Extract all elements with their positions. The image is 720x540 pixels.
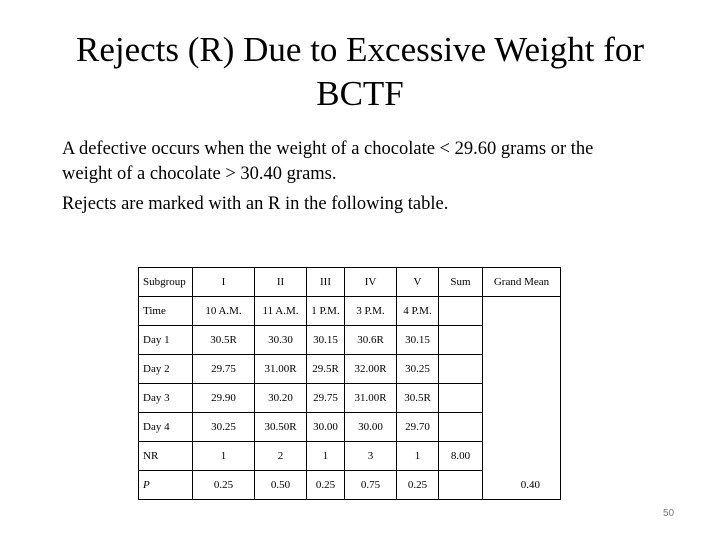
body-line-3: Rejects are marked with an R in the following table. bbox=[62, 194, 449, 214]
table-cell: 3 bbox=[345, 442, 397, 471]
table-header-cell: I bbox=[193, 268, 255, 297]
table-cell: 30.25 bbox=[397, 355, 439, 384]
table-cell: 4 P.M. bbox=[397, 297, 439, 326]
table-cell: 1 bbox=[193, 442, 255, 471]
nr-sum-cell: 8.00 bbox=[439, 442, 483, 471]
table-cell: P bbox=[139, 471, 193, 500]
table-cell: Day 1 bbox=[139, 326, 193, 355]
table-cell: 1 bbox=[397, 442, 439, 471]
table-cell: 1 bbox=[307, 442, 345, 471]
table-cell: 10 A.M. bbox=[193, 297, 255, 326]
table-cell bbox=[483, 442, 561, 471]
table-cell: 30.15 bbox=[397, 326, 439, 355]
table-cell: 3 P.M. bbox=[345, 297, 397, 326]
table-cell: 30.5R bbox=[193, 326, 255, 355]
table-cell: 0.25 bbox=[307, 471, 345, 500]
page-number: 50 bbox=[663, 508, 675, 519]
table-cell: 30.50R bbox=[255, 413, 307, 442]
table-cell: 29.5R bbox=[307, 355, 345, 384]
table-cell: 1 P.M. bbox=[307, 297, 345, 326]
body-line-2: weight of a chocolate > 30.40 grams. bbox=[62, 163, 337, 184]
rejects-table bbox=[138, 267, 561, 500]
table-cell: 30.00 bbox=[345, 413, 397, 442]
table-cell: 29.90 bbox=[193, 384, 255, 413]
table-cell: 30.00 bbox=[307, 413, 345, 442]
table-row-time bbox=[139, 297, 561, 326]
table-header-cell: Grand Mean bbox=[483, 268, 561, 297]
table-cell bbox=[483, 297, 561, 326]
table-cell: 29.75 bbox=[307, 384, 345, 413]
table-cell bbox=[483, 413, 561, 442]
table-cell: 31.00R bbox=[345, 384, 397, 413]
table-cell: 29.70 bbox=[397, 413, 439, 442]
table-header-cell: II bbox=[255, 268, 307, 297]
table-header-cell: Sum bbox=[439, 268, 483, 297]
table-row-nr bbox=[139, 442, 561, 471]
table-cell: Day 2 bbox=[139, 355, 193, 384]
table-cell: 11 A.M. bbox=[255, 297, 307, 326]
table-cell bbox=[483, 326, 561, 355]
table-header-cell: Subgroup bbox=[139, 268, 193, 297]
table-row bbox=[139, 384, 561, 413]
slide-title bbox=[40, 28, 680, 116]
table-cell: 30.25 bbox=[193, 413, 255, 442]
table-row-p bbox=[139, 471, 561, 500]
table-cell: 30.15 bbox=[307, 326, 345, 355]
table-cell: 0.25 bbox=[193, 471, 255, 500]
table-header-cell: V bbox=[397, 268, 439, 297]
table-cell: Day 4 bbox=[139, 413, 193, 442]
table-row bbox=[139, 326, 561, 355]
table-header-row bbox=[139, 268, 561, 297]
slide-title-line-2: BCTF bbox=[316, 74, 404, 113]
slide-title-line-1: Rejects (R) Due to Excessive Weight for bbox=[75, 30, 645, 69]
table-cell: 2 bbox=[255, 442, 307, 471]
table-row bbox=[139, 413, 561, 442]
table-cell bbox=[439, 355, 483, 384]
table-header-cell: III bbox=[307, 268, 345, 297]
table-cell bbox=[439, 471, 483, 500]
table-cell bbox=[483, 355, 561, 384]
body-line-1: A defective occurs when the weight of a chocolate < 29.60 grams or the bbox=[62, 139, 594, 159]
table-cell bbox=[439, 413, 483, 442]
table-cell: Time bbox=[139, 297, 193, 326]
table-cell: 31.00R bbox=[255, 355, 307, 384]
table-header-cell: IV bbox=[345, 268, 397, 297]
table-cell bbox=[483, 384, 561, 413]
table-cell: Day 3 bbox=[139, 384, 193, 413]
table-cell bbox=[439, 326, 483, 355]
grand-mean-value: 0.40 bbox=[483, 471, 561, 500]
table-row bbox=[139, 355, 561, 384]
table-cell: 0.75 bbox=[345, 471, 397, 500]
table-cell: 0.25 bbox=[397, 471, 439, 500]
table-cell: 29.75 bbox=[193, 355, 255, 384]
table-cell bbox=[439, 297, 483, 326]
table-cell: 30.5R bbox=[397, 384, 439, 413]
table-cell bbox=[439, 384, 483, 413]
table-cell: NR bbox=[139, 442, 193, 471]
table-cell: 0.50 bbox=[255, 471, 307, 500]
table-cell: 30.6R bbox=[345, 326, 397, 355]
table-cell: 30.20 bbox=[255, 384, 307, 413]
table-cell: 32.00R bbox=[345, 355, 397, 384]
table-cell: 30.30 bbox=[255, 326, 307, 355]
body-text bbox=[62, 137, 702, 217]
